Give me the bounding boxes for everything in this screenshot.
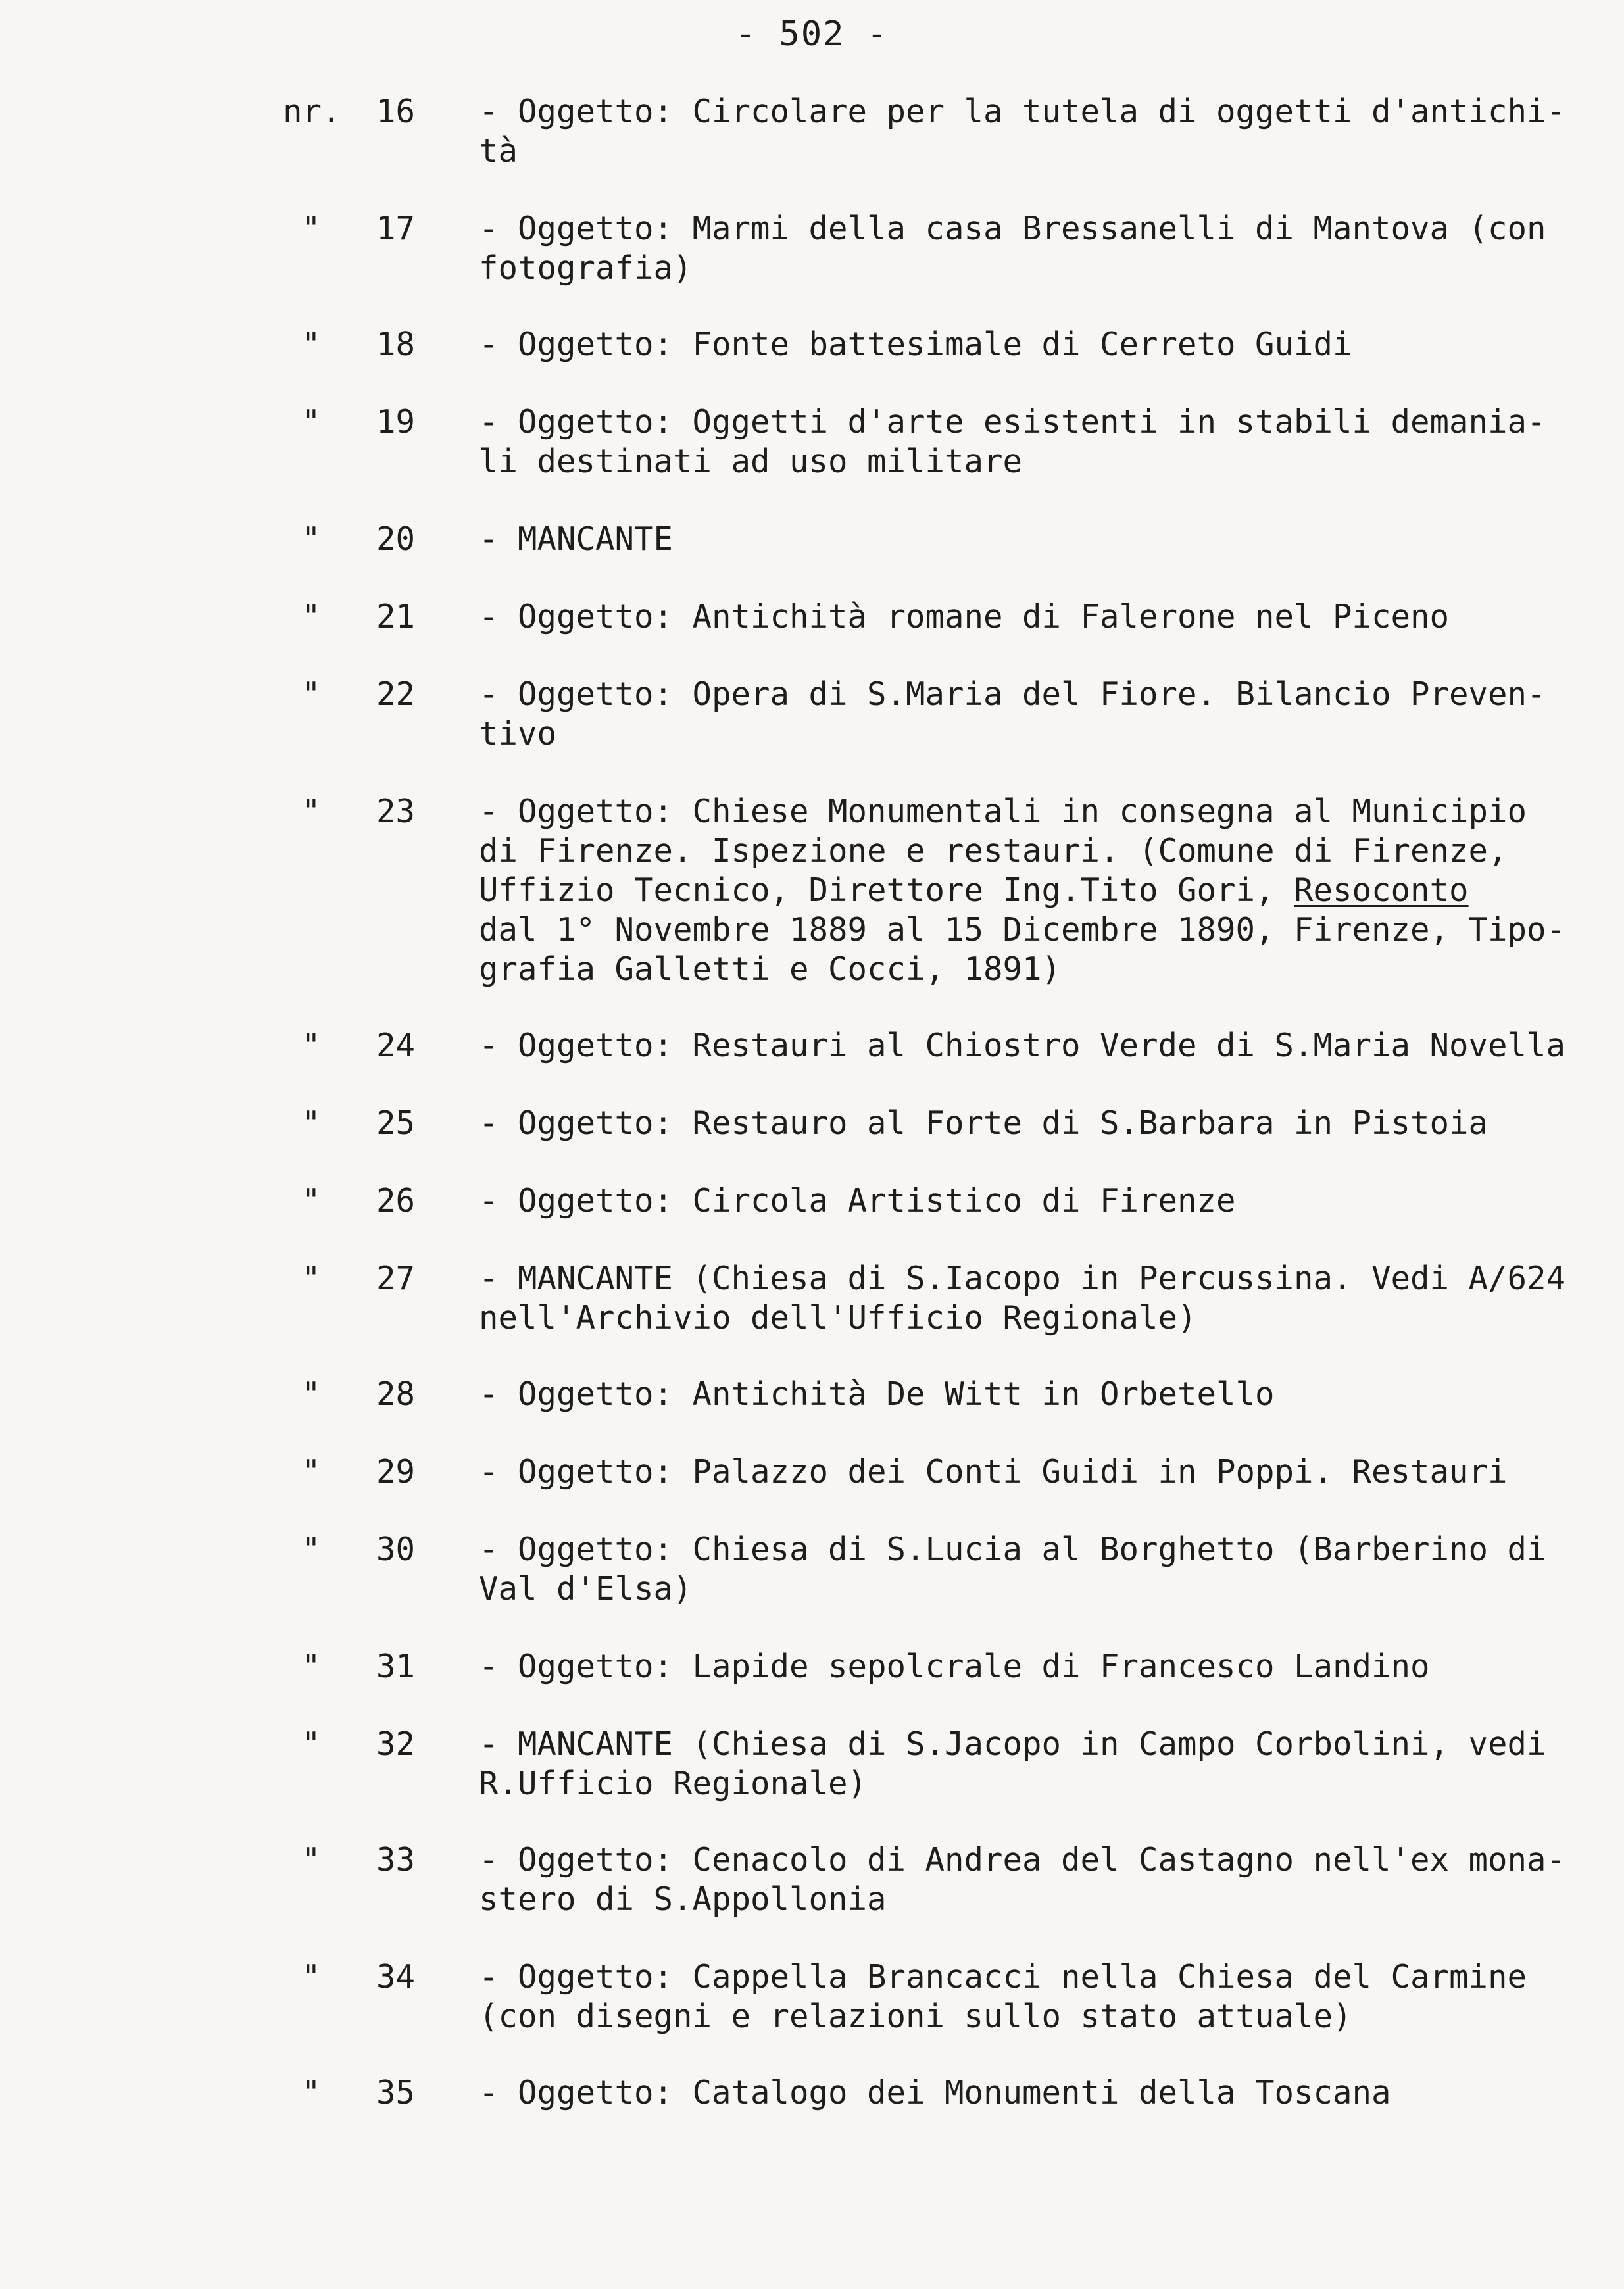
- entry-number: 27: [376, 1260, 416, 1297]
- entry-line: [479, 675, 1590, 714]
- ditto-mark: ": [301, 1027, 321, 1064]
- entry-line: [479, 325, 1590, 364]
- entry-number: 21: [376, 598, 416, 635]
- entry-line-text: - Oggetto: Restauri al Chiostro Verde di S.Maria Novella: [479, 1027, 1566, 1064]
- entry-line: [479, 910, 1590, 950]
- entry-text: [479, 1452, 1590, 1492]
- ditto-mark: ": [301, 1182, 321, 1219]
- entry-number: 35: [376, 2074, 416, 2111]
- entry-text: [479, 1840, 1590, 1919]
- entry-line: [479, 1026, 1590, 1066]
- entry-line-text: grafia Galletti e Cocci, 1891): [479, 950, 1062, 988]
- entry-text: [479, 1530, 1590, 1609]
- entry-text: [479, 209, 1590, 288]
- entry-text: [479, 403, 1590, 481]
- ditto-mark: ": [301, 1260, 321, 1297]
- entry-text: [479, 2073, 1590, 2113]
- ditto-mark: ": [301, 1104, 321, 1142]
- entry-line-text: tà: [479, 132, 518, 170]
- entry-line-text: - MANCANTE: [479, 520, 674, 558]
- ditto-mark: ": [301, 1958, 321, 1996]
- entry-line: [479, 1181, 1590, 1221]
- entry-prefix: nr.: [283, 93, 341, 130]
- entry-line: [479, 403, 1590, 442]
- entry-line: [479, 92, 1590, 132]
- entry-number: 22: [376, 676, 416, 713]
- entry-text: [479, 1259, 1590, 1338]
- entry-number: 34: [376, 1958, 416, 1996]
- entry-line-text: di Firenze. Ispezione e restauri. (Comune di Firenze,: [479, 832, 1508, 870]
- entry-line-text: - Oggetto: Restauro al Forte di S.Barbara in Pistoia: [479, 1104, 1489, 1142]
- entry-line-text: - Oggetto: Circolare per la tutela di oggetti d'antichi-: [479, 93, 1566, 130]
- entry-line: [479, 209, 1590, 249]
- entry-line: [479, 1957, 1590, 1997]
- entry-number: 32: [376, 1725, 416, 1763]
- entry-line: [479, 950, 1590, 989]
- entry-number: 26: [376, 1182, 416, 1219]
- entry-number: 29: [376, 1453, 416, 1490]
- entry-number: 23: [376, 793, 416, 830]
- entry-line-text: - Oggetto: Oggetti d'arte esistenti in stabili demania-: [479, 403, 1546, 441]
- ditto-mark: ": [301, 520, 321, 558]
- entry-line: [479, 1530, 1590, 1569]
- entry-line-text: - Oggetto: Chiesa di S.Lucia al Borghetto (Barberino di: [479, 1531, 1546, 1568]
- entry-line: [479, 442, 1590, 481]
- ditto-mark: ": [301, 403, 321, 441]
- entry-line-text: - Oggetto: Opera di S.Maria del Fiore. Bilancio Preven-: [479, 676, 1546, 713]
- entry-line-text: stero di S.Appollonia: [479, 1881, 887, 1918]
- entry-number: 19: [376, 403, 416, 441]
- entry-number: 20: [376, 520, 416, 558]
- entry-line: [479, 1104, 1590, 1143]
- entry-number: 28: [376, 1375, 416, 1413]
- entry-line: [479, 1647, 1590, 1686]
- entry-text: [479, 1375, 1590, 1414]
- entry-line-text: - Oggetto: Palazzo dei Conti Guidi in Poppi. Restauri: [479, 1453, 1508, 1490]
- entry-number: 31: [376, 1648, 416, 1685]
- ditto-mark: ": [301, 676, 321, 713]
- entry-text: [479, 792, 1590, 989]
- entry-text: [479, 1957, 1590, 2036]
- entry-line-text: - Oggetto: Chiese Monumentali in consegna al Municipio: [479, 793, 1527, 830]
- entry-number: 33: [376, 1841, 416, 1879]
- entry-line-text: - Oggetto: Lapide sepolcrale di Francesco Landino: [479, 1648, 1430, 1685]
- entry-number: 25: [376, 1104, 416, 1142]
- ditto-mark: ": [301, 598, 321, 635]
- entry-line-text: - Oggetto: Antichità De Witt in Orbetello: [479, 1375, 1275, 1413]
- entry-line: [479, 714, 1590, 754]
- entry-line: [479, 2073, 1590, 2113]
- entry-line-text: - MANCANTE (Chiesa di S.Jacopo in Campo Corbolini, vedi: [479, 1725, 1546, 1763]
- entry-line-text: Uffizio Tecnico, Direttore Ing.Tito Gori,: [479, 872, 1294, 909]
- entry-line: [479, 1259, 1590, 1298]
- entry-line-text: dal 1° Novembre 1889 al 15 Dicembre 1890, Firenze, Tipo-: [479, 911, 1566, 948]
- entry-number: 30: [376, 1531, 416, 1568]
- entry-line-text: - MANCANTE (Chiesa di S.Iacopo in Percussina. Vedi A/624: [479, 1260, 1566, 1297]
- entry-text: [479, 675, 1590, 754]
- ditto-mark: ": [301, 1531, 321, 1568]
- entry-line-text: li destinati ad uso militare: [479, 443, 1023, 480]
- entry-text: [479, 1026, 1590, 1066]
- entry-line: [479, 1298, 1590, 1338]
- entry-line-text: - Oggetto: Circola Artistico di Firenze: [479, 1182, 1236, 1219]
- entry-line: [479, 831, 1590, 871]
- entry-number: 24: [376, 1027, 416, 1064]
- entry-text: [479, 597, 1590, 637]
- entry-line: [479, 1375, 1590, 1414]
- entry-line-text: (con disegni e relazioni sullo stato attuale): [479, 1998, 1352, 2035]
- entry-line-text: fotografia): [479, 249, 693, 287]
- entry-line: [479, 1840, 1590, 1880]
- entry-text: [479, 520, 1590, 559]
- entry-text: [479, 1104, 1590, 1143]
- ditto-mark: ": [301, 1725, 321, 1763]
- ditto-mark: ": [301, 1375, 321, 1413]
- entry-line: [479, 1452, 1590, 1492]
- entry-text: [479, 325, 1590, 364]
- ditto-mark: ": [301, 793, 321, 830]
- entry-text: [479, 92, 1590, 171]
- entry-line: [479, 132, 1590, 171]
- ditto-mark: ": [301, 1453, 321, 1490]
- entry-number: 16: [376, 93, 416, 130]
- ditto-mark: ": [301, 2074, 321, 2111]
- entry-text: [479, 1647, 1590, 1686]
- entry-line: [479, 1997, 1590, 2036]
- page-number: - 502 -: [735, 14, 889, 54]
- ditto-mark: ": [301, 1648, 321, 1685]
- ditto-mark: ": [301, 210, 321, 247]
- entry-line: [479, 520, 1590, 559]
- entry-line: [479, 597, 1590, 637]
- entry-line-text: Val d'Elsa): [479, 1570, 693, 1608]
- entry-line-text: - Oggetto: Cenacolo di Andrea del Castagno nell'ex mona-: [479, 1841, 1566, 1879]
- entry-line: [479, 1725, 1590, 1764]
- entry-line: [479, 792, 1590, 831]
- entry-line-text: - Oggetto: Cappella Brancacci nella Chiesa del Carmine: [479, 1958, 1527, 1996]
- entry-line-text: R.Ufficio Regionale): [479, 1765, 868, 1802]
- entry-text: [479, 1181, 1590, 1221]
- entry-line-text: - Oggetto: Catalogo dei Monumenti della Toscana: [479, 2074, 1391, 2111]
- entry-number: 18: [376, 326, 416, 363]
- entry-line-text: - Oggetto: Fonte battesimale di Cerreto Guidi: [479, 326, 1352, 363]
- entry-line-text: tivo: [479, 715, 557, 752]
- entry-line: [479, 871, 1590, 910]
- entry-line-text: - Oggetto: Antichità romane di Falerone nel Piceno: [479, 598, 1450, 635]
- underlined-title: Resoconto: [1294, 872, 1469, 909]
- entry-line: [479, 1569, 1590, 1609]
- ditto-mark: ": [301, 326, 321, 363]
- entry-line-text: nell'Archivio dell'Ufficio Regionale): [479, 1299, 1197, 1337]
- ditto-mark: ": [301, 1841, 321, 1879]
- entry-line: [479, 1764, 1590, 1804]
- entry-line: [479, 1880, 1590, 1919]
- entry-text: [479, 1725, 1590, 1804]
- entry-line: [479, 249, 1590, 288]
- entry-number: 17: [376, 210, 416, 247]
- entry-line-text: - Oggetto: Marmi della casa Bressanelli di Mantova (con: [479, 210, 1546, 247]
